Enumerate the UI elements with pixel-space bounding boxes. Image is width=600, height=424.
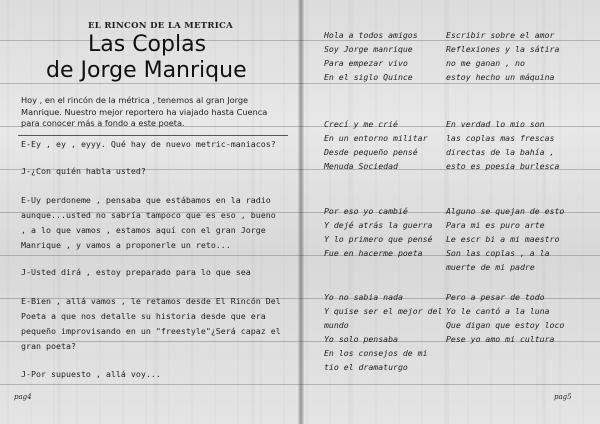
verse-line: Para empezar vivo [324,58,408,68]
left-page [0,0,298,424]
right-page [304,0,600,424]
dialogue-text: E-Uy perdoneme , pensaba que estábamos en la radio aunque...usted no sabría tampoco que es eso , bueno , a lo que vamos , estamos aquí con el gran Jorge Manrique , y vamos a proponerle un reto... [21,195,276,250]
stanza-4-left [324,290,452,374]
page-number: pag5 [554,393,572,401]
verse-line: Escribir sobre el amor [446,30,555,40]
verse-line: tio el dramaturgo [324,362,408,372]
verse-line: esto es poesia burlesca [446,161,560,171]
stanza-1-right [446,28,574,84]
verse-line: Menuda Sociedad [324,161,398,171]
stanza-2-left [324,117,452,173]
dialogue-text: E-Ey , ey , eyyy. Qué hay de nuevo metric-maniacos? [21,139,276,149]
dialogue-line-2 [21,164,283,179]
page-number: pag4 [14,393,32,401]
dialogue-text: J-Usted dirá , estoy preparado para lo que sea [21,267,251,277]
verse-line: directas de la bahía , [446,147,555,157]
verse-line: Y lo primero que pensé [324,234,433,244]
verse-line: no me ganan , no [446,58,525,68]
verse-line: Yo le cantó a la luna [446,306,550,316]
verse-line: Fue en hacerme poeta [324,248,423,258]
dialogue-line-5 [21,294,283,354]
stanza-4-right [446,290,574,346]
verse-line: Yo solo pensaba [324,334,398,344]
verse-line: Por eso yo cambié [324,206,408,216]
dialogue-text: J-Por supuesto , allá voy... [21,369,161,379]
verse-line: En los consejos de mi [324,348,428,358]
intro-divider [18,135,288,136]
verse-line: Desde pequeño pensé [324,147,418,157]
stanza-3-right [446,204,574,274]
verse-line: Y quise ser el mejor del mundo [324,306,443,330]
dialogue-line-1 [21,137,283,152]
dialogue-line-3 [21,193,283,253]
verse-line: Son las coplas , a la [446,248,550,258]
verse-line: Pero a pesar de todo [446,292,545,302]
verse-line: las coplas mas frescas [446,133,555,143]
verse-line: Pese yo amo mi cultura [446,334,555,344]
verse-line: En un entorno militar [324,133,428,143]
verse-line: Para mi es puro arte [446,220,545,230]
verse-line: Hola a todos amigos [324,30,418,40]
verse-line: Alguno se quejan de esto [446,206,565,216]
intro-paragraph: Hoy , en el rincón de la métrica , tenemos al gran Jorge Manrique. Nuestro mejor reportero ha viajado hasta Cuenca para conocer más a fondo a este poeta. [21,95,268,129]
article-title-line2: de Jorge Manrique [46,58,247,83]
verse-line: En verdad lo mio son [446,119,545,129]
stanza-3-left [324,204,452,260]
verse-line: Que digan que estoy loco [446,320,565,330]
dialogue-text: J-¿Con quién habla usted? [21,166,146,176]
dialogue-line-4 [21,265,283,280]
article-title-line1: Las Coplas [88,32,207,57]
verse-line: Soy Jorge manrique [324,44,413,54]
verse-line: Y dejé atrás la guerra [324,220,433,230]
verse-line: Le escr bi a mi maestro [446,234,560,244]
verse-line: muerte de mi padre [446,262,535,272]
stanza-2-right [446,117,574,173]
verse-line: estoy hecho un máquina [446,72,555,82]
verse-line: Yo no sabia nada [324,292,403,302]
section-kicker: EL RINCON DE LA METRICA [88,21,233,31]
stanza-1-left [324,28,452,84]
verse-line: Reflexiones y la sátira [446,44,560,54]
verse-line: En el siglo Quince [324,72,413,82]
dialogue-text: E-Bien , allá vamos , le retamos desde El Rincón Del Poeta a que nos detalle su historia desde que era pequeño improvisando en un "freestyle"¿Será capaz el gran poeta? [21,296,281,351]
verse-line: Crecí y me crié [324,119,398,129]
dialogue-line-6 [21,367,283,382]
